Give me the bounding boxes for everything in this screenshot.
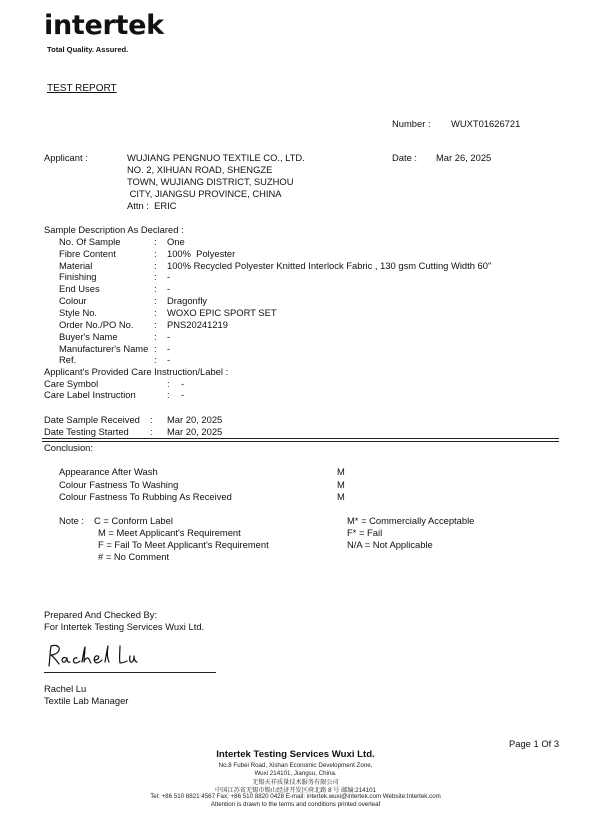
note-legend-item: C = Conform Label — [94, 515, 173, 526]
colon: : — [154, 307, 157, 318]
colon: : — [150, 414, 153, 425]
sample-label: Material — [59, 260, 93, 271]
sample-value: WOXO EPIC SPORT SET — [167, 307, 277, 318]
footer-contact: Tel: +86 510 8821 4567 Fax: +86 510 8820 0428 E-mail: intertek.wuxi@intertek.com Website:Intertek.com — [150, 793, 441, 800]
date-received-value: Mar 20, 2025 — [167, 414, 223, 425]
applicant-attn: Attn : ERIC — [127, 200, 177, 211]
sample-value: - — [167, 343, 171, 354]
signature — [44, 642, 139, 670]
page-number: Page 1 Of 3 — [509, 738, 560, 749]
colon: : — [167, 378, 170, 389]
colon: : — [154, 295, 157, 306]
divider — [42, 441, 559, 442]
sample-value: 100% Polyester — [167, 248, 236, 259]
note-label: Note : — [59, 515, 85, 526]
applicant-line: TOWN, WUJIANG DISTRICT, SUZHOU — [127, 176, 294, 187]
sample-label: No. Of Sample — [59, 236, 121, 247]
conclusion-result: M — [337, 466, 345, 477]
colon: : — [154, 319, 157, 330]
care-label: Care Label Instruction — [44, 389, 136, 400]
conclusion-result: M — [337, 491, 345, 502]
logo-tagline: Total Quality. Assured. — [47, 45, 129, 54]
applicant-line: CITY, JIANGSU PROVINCE, CHINA — [127, 188, 282, 199]
conclusion-label: Appearance After Wash — [59, 466, 158, 477]
conclusion-label: Colour Fastness To Rubbing As Received — [59, 491, 232, 502]
care-value: - — [181, 378, 185, 389]
footer-chinese-name: 无锡天祥质量技术服务有限公司 — [252, 779, 339, 786]
date-testing-value: Mar 20, 2025 — [167, 426, 223, 437]
sample-label: Ref. — [59, 354, 77, 365]
date-label: Date : — [392, 152, 418, 163]
conclusion-heading: Conclusion: — [44, 442, 93, 453]
sample-value: PNS20241219 — [167, 319, 228, 330]
prepared-by-label: Prepared And Checked By: — [44, 609, 158, 620]
sample-value: - — [167, 331, 171, 342]
sample-label: Colour — [59, 295, 87, 306]
signer-role: Textile Lab Manager — [44, 695, 129, 706]
footer-address-line: No.8 Fubei Road, Xishan Economic Development Zone, — [218, 762, 373, 769]
note-legend-item: # = No Comment — [98, 551, 170, 562]
note-legend-item: N/A = Not Applicable — [347, 539, 433, 550]
care-value: - — [181, 389, 185, 400]
footer-company: Intertek Testing Services Wuxi Ltd. — [216, 749, 375, 760]
applicant-line: NO. 2, XIHUAN ROAD, SHENGZE — [127, 164, 273, 175]
sample-value: One — [167, 236, 185, 247]
applicant-line: WUJIANG PENGNUO TEXTILE CO., LTD. — [127, 152, 305, 163]
colon: : — [154, 236, 157, 247]
sample-value: - — [167, 354, 171, 365]
sample-heading: Sample Description As Declared : — [44, 224, 184, 235]
colon: : — [154, 283, 157, 294]
prepared-company: For Intertek Testing Services Wuxi Ltd. — [44, 621, 205, 632]
applicant-label: Applicant : — [44, 152, 88, 163]
sample-label: Buyer's Name — [59, 331, 118, 342]
footer-address-line: Wuxi 214101, Jiangsu, China. — [254, 770, 337, 777]
sample-label: Finishing — [59, 271, 97, 282]
colon: : — [154, 271, 157, 282]
sample-label: Fibre Content — [59, 248, 116, 259]
care-label: Care Symbol — [44, 378, 99, 389]
intertek-logo: intertek — [44, 10, 164, 41]
colon: : — [154, 354, 157, 365]
colon: : — [154, 260, 157, 271]
date-received-label: Date Sample Received — [44, 414, 140, 425]
sample-value: Dragonfly — [167, 295, 208, 306]
colon: : — [154, 343, 157, 354]
sample-label: Manufacturer's Name — [59, 343, 149, 354]
colon: : — [167, 389, 170, 400]
note-legend-item: M* = Commercially Acceptable — [347, 515, 475, 526]
date-testing-label: Date Testing Started — [44, 426, 129, 437]
signature-line — [44, 672, 216, 673]
divider — [42, 438, 559, 439]
sample-value: 100% Recycled Polyester Knitted Interlock Fabric , 130 gsm Cutting Width 60" — [167, 260, 492, 271]
footer-attention: Attention is drawn to the terms and conditions printed overleaf — [210, 801, 381, 808]
conclusion-result: M — [337, 479, 345, 490]
note-legend-item: F = Fail To Meet Applicant's Requirement — [98, 539, 269, 550]
date-value: Mar 26, 2025 — [436, 152, 492, 163]
note-legend-item: M = Meet Applicant's Requirement — [98, 527, 241, 538]
colon: : — [150, 426, 153, 437]
sample-value: - — [167, 271, 171, 282]
colon: : — [154, 248, 157, 259]
care-heading: Applicant's Provided Care Instruction/Label : — [44, 366, 229, 377]
signer-name: Rachel Lu — [44, 683, 87, 694]
conclusion-label: Colour Fastness To Washing — [59, 479, 179, 490]
report-number-value: WUXT01626721 — [451, 118, 521, 129]
sample-label: Order No./PO No. — [59, 319, 134, 330]
sample-value: - — [167, 283, 171, 294]
report-number-label: Number : — [392, 118, 431, 129]
footer-chinese-address: 中国江苏省无锡市锡山经济开发区府北路 8 号 邮编:214101 — [215, 787, 376, 794]
sample-label: End Uses — [59, 283, 100, 294]
note-legend-item: F* = Fail — [347, 527, 383, 538]
sample-label: Style No. — [59, 307, 98, 318]
page-title: TEST REPORT — [47, 83, 117, 94]
colon: : — [154, 331, 157, 342]
